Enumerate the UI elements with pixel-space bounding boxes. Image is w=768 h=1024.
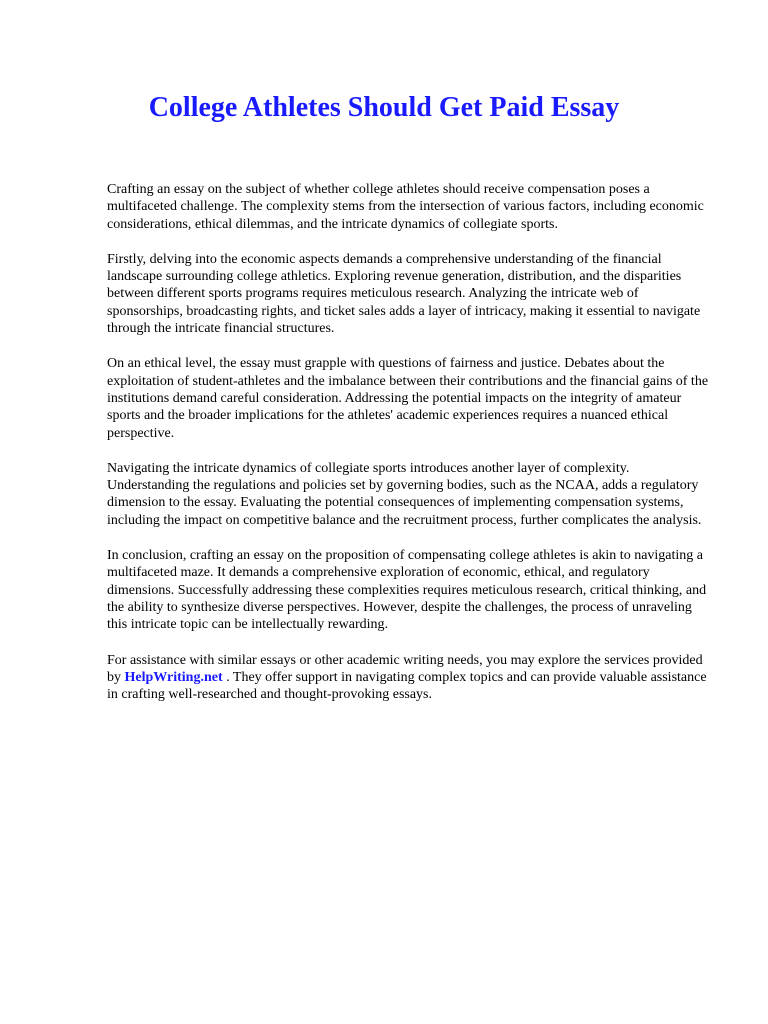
closing-text-after-link: . They offer support in navigating complex topics and can provide valuable assistance in crafting well-researched and thought-provoking essays.	[107, 669, 707, 703]
page-title: College Athletes Should Get Paid Essay	[148, 92, 620, 123]
paragraph-intro: Crafting an essay on the subject of whether college athletes should receive compensation poses a multifaceted challenge. The complexity stems from the intersection of various factors, including economic considerations, ethical dilemmas, and the intricate dynamics of collegiate sports.	[107, 182, 704, 232]
closing-text-before-link: For assistance with similar essays or other academic writing needs, you may explore the services provided by	[107, 652, 703, 685]
helpwriting-link[interactable]: HelpWriting.net	[124, 669, 223, 685]
paragraph-ethical: On an ethical level, the essay must grapple with questions of fairness and justice. Debates about the exploitation of student-athletes and the imbalance between their contributions and the financial gains of the institutions demand careful consideration. Addressing the potential impacts on the integrity of amateur sports and the broader implications for the athletes' academic experiences requires a nuanced ethical perspective.	[107, 356, 709, 441]
paragraph-closing	[107, 652, 713, 704]
paragraph-regulatory: Navigating the intricate dynamics of collegiate sports introduces another layer of complexity. Understanding the regulations and policies set by governing bodies, such as the NCAA, adds a regulatory dimension to the essay. Evaluating the potential consequences of implementing compensation systems, including the impact on competitive balance and the recruitment process, further complicates the analysis.	[107, 460, 702, 528]
paragraph-conclusion: In conclusion, crafting an essay on the proposition of compensating college athletes is akin to navigating a multifaceted maze. It demands a comprehensive exploration of economic, ethical, and regulatory dimensions. Successfully addressing these complexities requires meticulous research, critical thinking, and the ability to synthesize diverse perspectives. However, despite the challenges, the process of unraveling this intricate topic can be intellectually rewarding.	[107, 548, 707, 633]
paragraph-economic: Firstly, delving into the economic aspects demands a comprehensive understanding of the financial landscape surrounding college athletics. Exploring revenue generation, distribution, and the disparities between different sports programs requires meticulous research. Analyzing the intricate web of sponsorships, broadcasting rights, and ticket sales adds a layer of intricacy, making it essential to navigate through the intricate financial structures.	[107, 251, 701, 337]
essay-body	[107, 181, 713, 721]
